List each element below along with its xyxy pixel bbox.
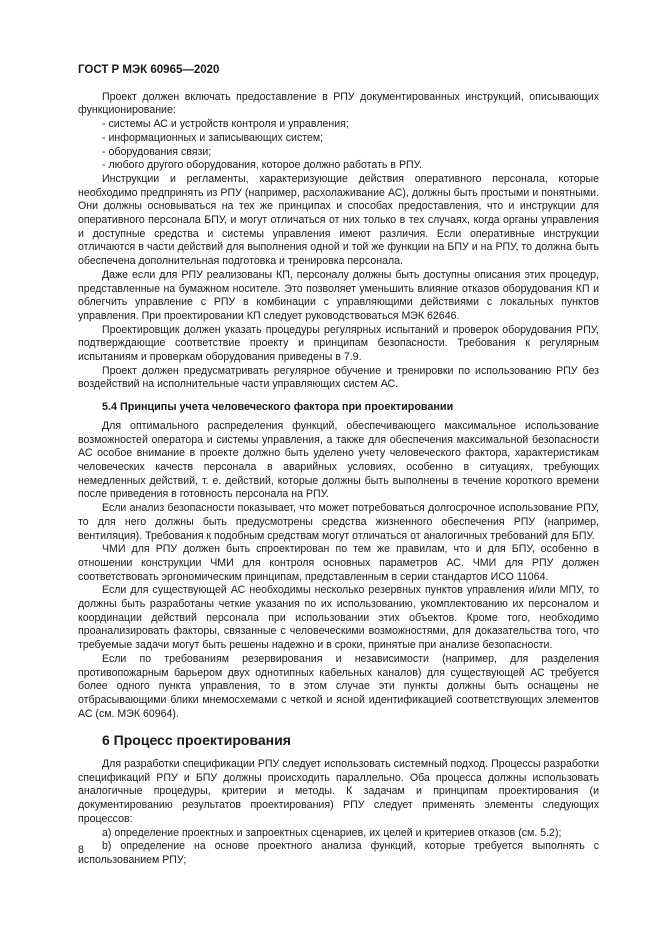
section-heading-6: 6 Процесс проектирования (102, 732, 291, 749)
paragraph: Инструкции и регламенты, характеризующие действия оперативного персонала, которые необходимо предпринять из РПУ (например, расхолаживание АС), должны быть простыми и понятными. Они должны основываться на тех же принципах и способах предоставления, что и инструкции для оперативного персонала БПУ, и могут отличаться от них только в тех случаях, когда органы управления и доступные средства и системы управления имеют различия. Если оперативные инструкции отличаются в части действий для выполнения одной и той же функции на БПУ и на РПУ, то должна быть обеспечена дополнительная подготовка и тренировка персонала. (78, 172, 599, 268)
list-item: - любого другого оборудования, которое должно работать в РПУ. (78, 159, 599, 173)
section-heading-5-4: 5.4 Принципы учета человеческого фактора при проектировании (102, 401, 454, 414)
paragraph: Проект должен предусматривать регулярное обучение и тренировки по использованию РПУ без воздействий на исполнительные части управляющих систем АС. (78, 364, 599, 391)
paragraph: Даже если для РПУ реализованы КП, персоналу должны быть доступны описания этих процедур, представленные на бумажном носителе. Это позволяет уменьшить влияние отказов оборудования КП и облегчить управление с РПУ в комбинации с управляющими действиями с локальных пунктов управления. При проектировании КП следует руководствоваться МЭК 62646. (78, 268, 599, 322)
list-item: - оборудования связи; (78, 146, 599, 160)
list-item: - системы АС и устройств контроля и управления; (78, 118, 599, 132)
standard-header: ГОСТ Р МЭК 60965—2020 (78, 64, 220, 76)
bullet-list (78, 118, 599, 173)
list-item-b: b) определение на основе проектного анализа функций, которые требуется выполнять с использованием РПУ; (78, 840, 599, 866)
paragraph: Если анализ безопасности показывает, что может потребоваться долгосрочное использование РПУ, то для него должны быть предусмотрены средства жизненного обеспечения РПУ (например, вентиляция). Требования к подобным средствам могут отличаться от аналогичных требований для БПУ. (78, 502, 599, 542)
paragraph: Проект должен включать предоставление в РПУ документированных инструкций, описывающих функционирование: (78, 90, 599, 117)
page-number: 8 (78, 844, 84, 856)
paragraph: ЧМИ для РПУ должен быть спроектирован по тем же правилам, что и для БПУ, особенно в отношении конструкции ЧМИ для контроля основных параметров АС. ЧМИ для РПУ должен соответствовать эргономическим принципам, представленным в серии стандартов ИСО 11064. (78, 543, 599, 583)
paragraph: Для оптимального распределения функций, обеспечивающего максимальное использование возможностей оператора и системы управления, а также для обеспечения максимальной безопасности АС особое внимание в проекте должно быть уделено учету человеческого фактора, характеристикам человеческих качеств персонала в аварийных условиях, особенно в ситуациях, требующих немедленных действий, т. е. действий, которые должны быть выполнены в течение короткого времени после приведения в готовность персонала на РПУ. (78, 419, 599, 501)
paragraph: Если по требованиям резервирования и независимости (например, для разделения противопожарным барьером двух однотипных кабельных каналов) для существующей АС требуется более одного пункта управления, то в этом случае эти пункты должны быть оснащены не отбрасывающими блики мнемосхемами с четкой и ясной идентификацией соответствующих элементов АС (см. МЭК 60964). (78, 652, 599, 720)
paragraph: Для разработки спецификации РПУ следует использовать системный подход. Процессы разработки спецификаций РПУ и БПУ должны происходить параллельно. Оба процесса должны использовать аналогичные процедуры, критерии и методы. К задачам и принципам проектирования (и документированию результатов проектирования) РПУ следует применять элементы следующих процессов: (78, 758, 599, 825)
paragraph: Проектировщик должен указать процедуры регулярных испытаний и проверок оборудования РПУ, подтверждающие соответствие проекту и принципам безопасности. Требования к регулярным испытаниям и проверкам оборудования приведены в 7.9. (78, 323, 599, 364)
list-item-a: a) определение проектных и запроектных сценариев, их целей и критериев отказов (см. 5.2); (102, 826, 562, 839)
paragraph: Если для существующей АС необходимы несколько резервных пунктов управления и/или МПУ, то должны быть разработаны четкие указания по их использованию, укомплектованию их персоналом и координации действий персонала при использовании этих объектов. Кроме того, необходимо проанализировать факторы, связанные с человеческими возможностями, для доказательства того, что требуемые задачи могут быть решены надежно и в сроки, принятые при анализе безопасности. (78, 584, 599, 652)
list-item: - информационных и записывающих систем; (78, 132, 599, 146)
